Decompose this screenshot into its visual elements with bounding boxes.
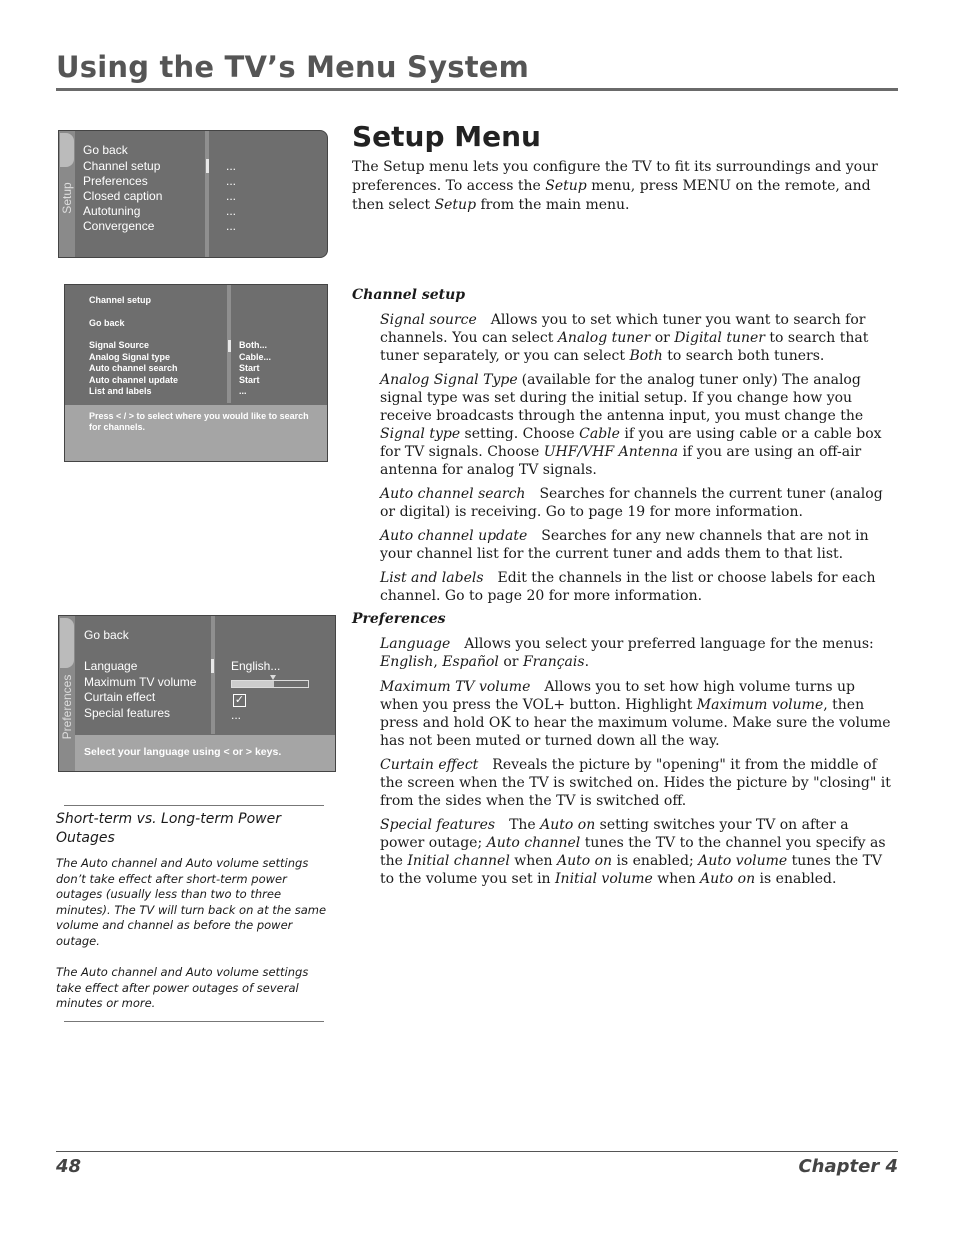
menu-title: Channel setup bbox=[89, 295, 152, 305]
side-tab-label: Setup bbox=[60, 182, 74, 214]
analog-signal-entry: Analog Signal Type (available for the analog tuner only) The analog signal type was set during the initial setup. If you change how you receive broadcasts through the antenna input, you must change the Signal type setting. Choose Cable if you are using cable or a cable box for TV signals. Choose UHF/VHF Antenna if you are using an off-air antenna for analog TV signals. bbox=[380, 372, 882, 478]
note-title: Short-term vs. Long-term Power Outages bbox=[56, 811, 281, 846]
chapter-label: Chapter 4 bbox=[798, 1156, 898, 1177]
selection-pointer bbox=[228, 340, 231, 352]
curtain-entry: Curtain effect Reveals the picture by "opening" it from the middle of the screen when the TV is switched on. Hides the picture by "closing" it from the sides when the TV is switched off. bbox=[380, 757, 891, 809]
menu-value: ... bbox=[226, 204, 237, 218]
selection-pointer bbox=[211, 659, 214, 673]
setup-menu-screenshot bbox=[58, 130, 328, 258]
chapter-title: Using the TV’s Menu System bbox=[56, 50, 530, 84]
auto-search-entry: Auto channel search Searches for channels the current tuner (analog or digital) is receiving. Go to page 19 for more information. bbox=[380, 486, 883, 520]
menu-divider bbox=[205, 131, 209, 257]
selection-pointer bbox=[206, 159, 209, 173]
side-tab-label: Preferences bbox=[60, 674, 74, 740]
menu-item: List and labels bbox=[89, 386, 152, 396]
auto-update-entry: Auto channel update Searches for any new channels that are not in your channel list for the current tuner and adds them to that list. bbox=[380, 528, 869, 562]
menu-value: Both... bbox=[239, 340, 267, 350]
menu-value: ... bbox=[226, 189, 237, 203]
menu-help-area bbox=[65, 405, 327, 461]
channel-setup-heading: Channel setup bbox=[352, 287, 466, 303]
menu-item: Auto channel update bbox=[89, 375, 179, 385]
menu-help-text: Press < / > to select where you would like to search for channels. bbox=[89, 411, 309, 432]
menu-item: Preferences bbox=[83, 174, 148, 188]
menu-item: Analog Signal type bbox=[89, 352, 171, 362]
special-features-entry: Special features The Auto on setting switches your TV on after a power outage; Auto channel tunes the TV to the channel you specify as the Initial channel when Auto on is enabled; Auto volume tunes the TV to the volume you set in Initial volume when Auto on is enabled. bbox=[380, 817, 886, 887]
knob-icon bbox=[60, 618, 74, 668]
footer-rule bbox=[56, 1151, 898, 1152]
menu-value: ... bbox=[239, 386, 247, 396]
list-labels-entry: List and labels Edit the channels in the list or choose labels for each channel. Go to page 20 for more information. bbox=[380, 570, 876, 604]
menu-item: Closed caption bbox=[83, 189, 163, 203]
header-rule bbox=[56, 88, 898, 91]
knob-icon bbox=[60, 133, 74, 167]
checkbox-checked-icon: ✓ bbox=[234, 694, 245, 706]
menu-divider bbox=[211, 616, 215, 734]
menu-value: Start bbox=[239, 375, 260, 385]
channel-setup-menu-screenshot bbox=[64, 284, 328, 462]
language-entry: Language Allows you select your preferred language for the menus: English, Español or Français. bbox=[380, 636, 874, 670]
menu-item: Go back bbox=[89, 318, 125, 328]
menu-item: Maximum TV volume bbox=[84, 675, 197, 689]
preferences-heading: Preferences bbox=[352, 611, 446, 627]
max-volume-entry: Maximum TV volume Allows you to set how high volume turns up when you press the VOL+ button. Highlight Maximum volume, then press and hold OK to hear the maximum volume. Make sure the volume has not been muted or turned down all the way. bbox=[380, 679, 891, 749]
menu-item: Signal Source bbox=[89, 340, 150, 350]
menu-item: Special features bbox=[84, 706, 171, 720]
menu-item: Curtain effect bbox=[84, 690, 156, 704]
menu-item: Auto channel search bbox=[89, 363, 178, 373]
note-rule-bottom bbox=[64, 1021, 324, 1022]
menu-value: Start bbox=[239, 363, 260, 373]
page-number: 48 bbox=[56, 1156, 82, 1177]
language-value: English... bbox=[231, 659, 281, 673]
volume-bar bbox=[231, 680, 309, 688]
note-paragraph: The Auto channel and Auto volume settings take effect after power outages of several minutes or more. bbox=[56, 965, 309, 1010]
menu-item: Autotuning bbox=[83, 204, 141, 218]
menu-value: Cable... bbox=[239, 352, 272, 362]
menu-value: ... bbox=[226, 219, 237, 233]
menu-help-area bbox=[75, 735, 335, 771]
menu-item: Channel setup bbox=[83, 159, 161, 173]
preferences-menu-screenshot bbox=[58, 615, 336, 772]
menu-value: ... bbox=[226, 159, 237, 173]
menu-item: Language bbox=[84, 659, 138, 673]
intro-paragraph: The Setup menu lets you configure the TV to fit its surroundings and your preferences. To access the Setup menu, press MENU on the remote, and then select Setup from the main menu. bbox=[352, 159, 878, 213]
menu-value: ... bbox=[226, 174, 237, 188]
section-title: Setup Menu bbox=[352, 120, 541, 153]
volume-bar-fill bbox=[232, 681, 274, 687]
menu-value: ... bbox=[231, 708, 242, 722]
signal-source-entry: Signal source Allows you to set which tuner you want to search for channels. You can select Analog tuner or Digital tuner to search that tuner separately, or you can select Both to search both tuners. bbox=[380, 312, 869, 364]
menu-item: Convergence bbox=[83, 219, 155, 233]
menu-help-text: Select your language using < or > keys. bbox=[84, 746, 282, 758]
volume-marker-icon bbox=[270, 675, 276, 680]
menu-side-tab bbox=[59, 616, 75, 771]
menu-side-tab bbox=[59, 131, 75, 257]
note-rule-top bbox=[64, 805, 324, 806]
menu-item: Go back bbox=[84, 628, 129, 642]
menu-item: Go back bbox=[83, 143, 128, 157]
note-paragraph: The Auto channel and Auto volume settings don’t take effect after short-term power outages (usually less than two to three minutes). The TV will turn back on at the same volume and channel as before the power outage. bbox=[56, 856, 327, 948]
